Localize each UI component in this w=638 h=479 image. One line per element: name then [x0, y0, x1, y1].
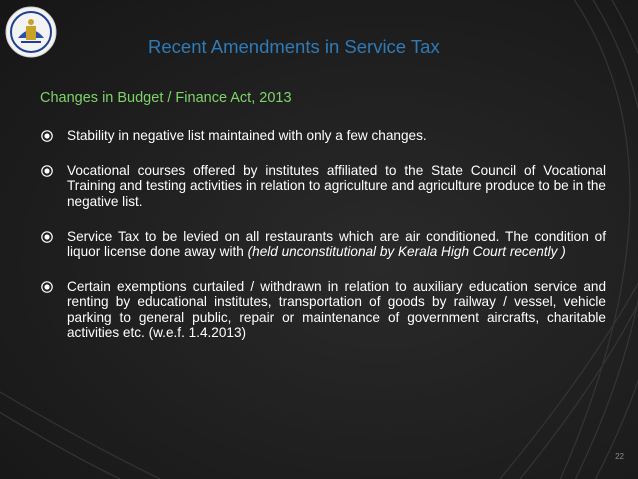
page-number: 22 — [615, 452, 624, 461]
bullet-mark-icon — [40, 129, 54, 143]
bullet-mark-icon — [40, 230, 54, 244]
list-item — [40, 279, 606, 340]
bullet-text: Certain exemptions curtailed / withdrawn in relation to auxiliary education service and renting by educational institutes, transportation of goods by railway / vessel, vehicle parking to general public, repair or maintenance of government aircrafts, charitable activities etc. (w.e.f. 1.4.2013) — [67, 279, 606, 340]
list-item — [40, 229, 606, 259]
bullet-text: Stability in negative list maintained with only a few changes. — [67, 128, 427, 143]
slide-subtitle: Changes in Budget / Finance Act, 2013 — [40, 90, 292, 106]
bullet-text: Service Tax to be levied on all restaurants which are air conditioned. The condition of liquor license done away with — [67, 228, 606, 260]
institute-emblem-icon — [4, 4, 58, 60]
bullet-emphasis: (held unconstitutional by Kerala High Court recently ) — [247, 244, 566, 260]
bullet-text: Vocational courses offered by institutes affiliated to the State Council of Vocational Training and testing activities in relation to agriculture and agriculture produce to be in the negative list. — [67, 163, 606, 209]
bullet-mark-icon — [40, 164, 54, 178]
bullet-mark-icon — [40, 280, 54, 294]
slide-title: Recent Amendments in Service Tax — [148, 36, 440, 57]
bullet-list — [40, 128, 606, 360]
list-item — [40, 128, 606, 143]
list-item — [40, 163, 606, 209]
